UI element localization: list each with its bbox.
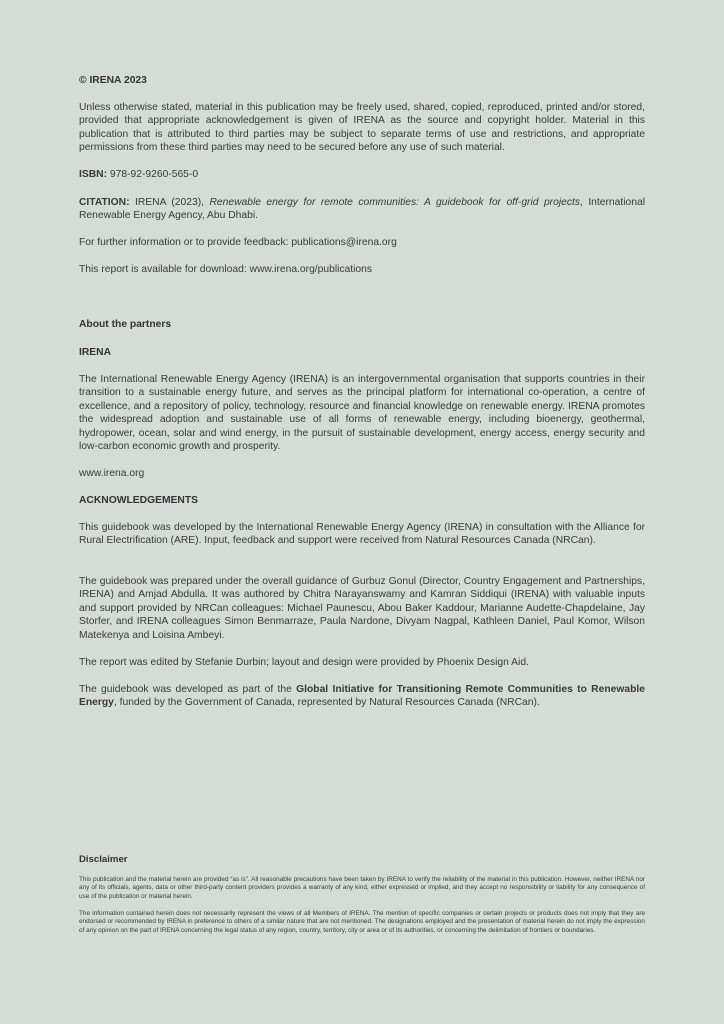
ack-paragraph-4 <box>79 683 645 710</box>
citation-section <box>79 196 645 223</box>
ack-p1-section <box>79 521 645 548</box>
acknowledgements-heading-section <box>79 494 645 507</box>
irena-heading-section <box>79 346 645 359</box>
ack-p2-section <box>79 575 645 642</box>
disclaimer-paragraph-2: The information contained herein does not necessarily represent the views of all Members of IRENA. The mention of specific companies or certain projects or products does not imply that they are endorsed or recommended by IRENA in preference to others of a similar nature that are not mentioned. The designations employed and the presentation of material herein do not imply the expression of any opinion on the part of IRENA concerning the legal status of any region, country, territory, city or area or of its authorities, or concerning the delimitation of frontiers or boundaries. <box>79 910 645 934</box>
citation-label: CITATION: <box>79 197 130 208</box>
irena-heading: IRENA <box>79 347 112 358</box>
acknowledgements-heading: ACKNOWLEDGEMENTS <box>79 495 198 506</box>
copyright-line: © IRENA 2023 <box>79 75 147 86</box>
irena-url: www.irena.org <box>79 468 145 479</box>
citation-pre: IRENA (2023), <box>135 197 204 208</box>
irena-about-paragraph: The International Renewable Energy Agency (IRENA) is an intergovernmental organisation that supports countries in their transition to a sustainable energy future, and serves as the principal platform for international co-operation, a centre of excellence, and a repository of policy, technology, resource and financial knowledge on renewable energy. IRENA promotes the widespread adoption and sustainable use of all forms of renewable energy, including bioenergy, geothermal, hydropower, ocean, solar and wind energy, in the pursuit of sustainable development, energy access, energy security and low-carbon economic growth and prosperity. <box>79 374 645 453</box>
ack-p4-pre: The guidebook was developed as part of the <box>79 684 292 695</box>
partners-heading: About the partners <box>79 319 172 330</box>
ack-p3-section <box>79 656 645 669</box>
disclaimer-section <box>79 853 645 866</box>
download-line: This report is available for download: www.irena.org/publications <box>79 264 373 275</box>
ack-paragraph-2: The guidebook was prepared under the overall guidance of Gurbuz Gonul (Director, Country Engagement and Partnerships, IRENA) and Amjad Abdulla. It was authored by Chitra Narayanswamy and Kamran Siddiqui (IRENA) with valuable inputs and support provided by NRCan colleagues: Michael Paunescu, Abou Baker Kaddour, Marianne Audette-Chapdelaine, Jay Storfer, and IRENA colleagues Simon Benmarraze, Paula Nardone, Divyam Nagpal, Kathleen Daniel, Paul Komor, Wilson Matekenya and Loisina Ambeyi. <box>79 576 645 641</box>
feedback-line: For further information or to provide feedback: publications@irena.org <box>79 237 397 248</box>
disclaimer-p1-section <box>79 876 645 901</box>
citation-title: Renewable energy for remote communities: A guidebook for off-grid projects <box>209 197 580 208</box>
disclaimer-p2-section <box>79 910 645 935</box>
ack-p4-initiative: Global Initiative for Transitioning Remote Communities to Renewable Energy <box>79 684 645 709</box>
disclaimer-heading: Disclaimer <box>79 854 128 865</box>
ack-paragraph-1: This guidebook was developed by the International Renewable Energy Agency (IRENA) in consultation with the Alliance for Rural Electrification (ARE). Input, feedback and support were received from Natural Resources Canada (NRCan). <box>79 522 645 547</box>
partners-heading-section <box>79 318 645 331</box>
disclaimer-paragraph-1: This publication and the material herein are provided “as is”. All reasonable precautions have been taken by IRENA to verify the reliability of the material in this publication. However, neither IRENA nor any of its officials, agents, data or other third-party content providers provides a warranty of any kind, either expressed or implied, and they accept no responsibility or liability for any consequence of use of the publication or material herein. <box>79 876 645 900</box>
download-section <box>79 263 645 276</box>
irena-about-section <box>79 373 645 453</box>
usage-paragraph: Unless otherwise stated, material in this publication may be freely used, shared, copied, reproduced, printed and/or stored, provided that appropriate acknowledgement is given of IRENA as the source and copyright holder. Material in this publication that is attributed to third parties may be subject to separate terms of use and restrictions, and appropriate permissions from these third parties may need to be secured before any use of such material. <box>79 102 645 154</box>
isbn-label: ISBN: <box>79 169 108 180</box>
irena-url-section <box>79 467 645 480</box>
citation-post: , International Renewable Energy Agency, Abu Dhabi. <box>79 197 645 222</box>
copyright-section <box>79 74 645 87</box>
usage-section <box>79 101 645 155</box>
isbn-section <box>79 168 645 181</box>
ack-p4-post: , funded by the Government of Canada, represented by Natural Resources Canada (NRCan). <box>113 697 540 709</box>
isbn-value: 978-92-9260-565-0 <box>109 169 199 180</box>
feedback-section <box>79 236 645 249</box>
ack-paragraph-3: The report was edited by Stefanie Durbin; layout and design were provided by Phoenix Design Aid. <box>79 657 529 668</box>
ack-p4-section <box>79 683 645 710</box>
